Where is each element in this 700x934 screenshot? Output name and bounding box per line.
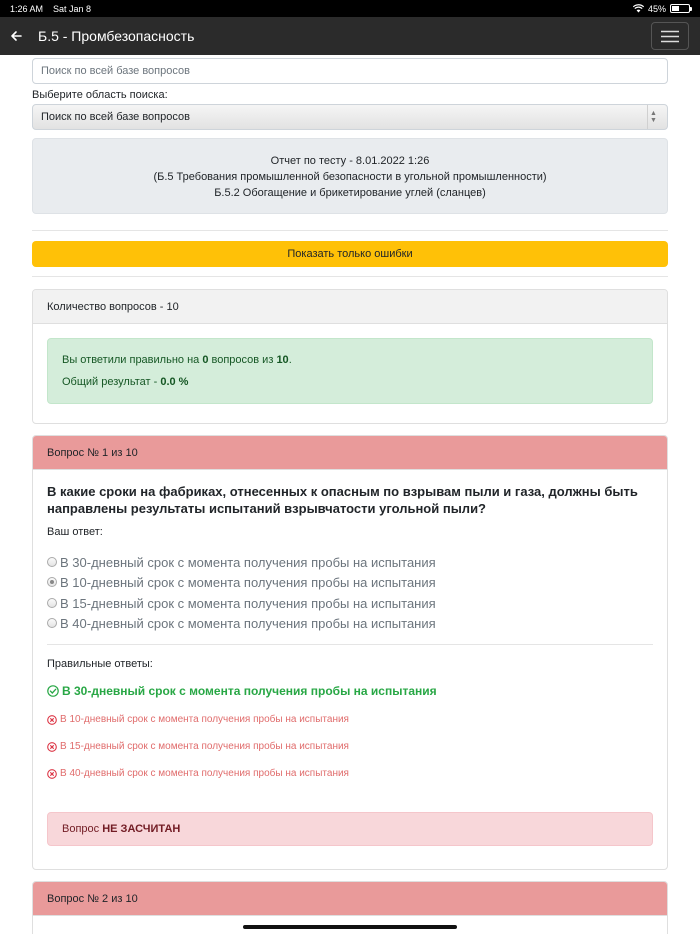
hamburger-icon <box>661 30 679 43</box>
verdict-alert: Вопрос НЕ ЗАСЧИТАН <box>47 812 653 846</box>
battery-percent: 45% <box>647 3 666 14</box>
status-time: 1:26 AM <box>10 3 44 14</box>
radio-icon <box>47 618 57 628</box>
x-circle-icon <box>47 742 57 752</box>
search-input[interactable] <box>32 58 668 84</box>
answer-option[interactable]: В 10-дневный срок с момента получения пробы на испытания <box>47 573 436 591</box>
radio-icon <box>47 598 57 608</box>
divider <box>47 644 653 645</box>
search-area-label: Выберите область поиска: <box>32 89 168 101</box>
correct-answer: В 30-дневный срок с момента получения пробы на испытания <box>47 684 437 698</box>
status-bar <box>0 0 700 17</box>
test-report <box>32 138 668 214</box>
home-indicator[interactable] <box>243 925 457 929</box>
radio-icon <box>47 557 57 567</box>
report-topic: Б.5.2 Обогащение и брикетирование углей (сланцев) <box>214 187 486 199</box>
wifi-icon <box>633 4 644 13</box>
menu-button[interactable] <box>651 22 689 50</box>
report-title: Отчет по тесту - 8.01.2022 1:26 <box>270 155 430 167</box>
answer-option[interactable]: В 40-дневный срок с момента получения пробы на испытания <box>47 614 436 632</box>
question-header: Вопрос № 1 из 10 <box>33 436 667 470</box>
answered-line: Вы ответили правильно на 0 вопросов из 10. <box>62 354 292 366</box>
answer-option[interactable]: В 15-дневный срок с момента получения пробы на испытания <box>47 594 436 612</box>
show-errors-button[interactable]: Показать только ошибки <box>32 241 668 267</box>
chevron-down-icon: ▲ ▼ <box>647 105 659 129</box>
search-area-value: Поиск по всей базе вопросов <box>41 111 190 123</box>
answered-count: 0 <box>202 354 209 366</box>
divider <box>32 230 668 231</box>
answered-total: 10 <box>276 354 289 366</box>
wrong-answer: В 15-дневный срок с момента получения пробы на испытания <box>47 741 349 752</box>
page-title: Б.5 - Промбезопасность <box>38 28 195 44</box>
question-header: Вопрос № 2 из 10 <box>33 882 667 916</box>
question-card <box>32 435 668 870</box>
back-button[interactable] <box>0 17 32 55</box>
search-area-select[interactable] <box>32 104 668 130</box>
top-navbar <box>0 17 700 55</box>
status-date: Sat Jan 8 <box>53 3 92 14</box>
correct-answers-label: Правильные ответы: <box>47 658 153 670</box>
report-section: (Б.5 Требования промышленной безопасности в угольной промышленности) <box>153 171 547 183</box>
answer-option[interactable]: В 30-дневный срок с момента получения пробы на испытания <box>47 553 436 571</box>
summary-header: Количество вопросов - 10 <box>33 290 667 324</box>
your-answer-label: Ваш ответ: <box>47 526 103 538</box>
check-circle-icon <box>47 685 59 697</box>
summary-card <box>32 289 668 424</box>
question-text: В какие сроки на фабриках, отнесенных к опасным по взрывам пыли и газа, должны быть направлены результаты испытаний взрывчатости угольной пыли? <box>47 484 638 516</box>
verdict-value: НЕ ЗАСЧИТАН <box>102 823 181 835</box>
summary-result-alert <box>47 338 653 404</box>
result-line: Общий результат - 0.0 % <box>62 376 189 388</box>
status-right <box>633 4 690 14</box>
radio-selected-icon <box>47 577 57 587</box>
x-circle-icon <box>47 715 57 725</box>
arrow-left-icon <box>10 30 22 42</box>
result-value: 0.0 % <box>160 376 189 388</box>
battery-icon <box>670 4 690 13</box>
wrong-answer: В 40-дневный срок с момента получения пробы на испытания <box>47 768 349 779</box>
x-circle-icon <box>47 769 57 779</box>
divider <box>32 276 668 277</box>
wrong-answer: В 10-дневный срок с момента получения пробы на испытания <box>47 714 349 725</box>
search-placeholder: Поиск по всей базе вопросов <box>41 65 190 77</box>
